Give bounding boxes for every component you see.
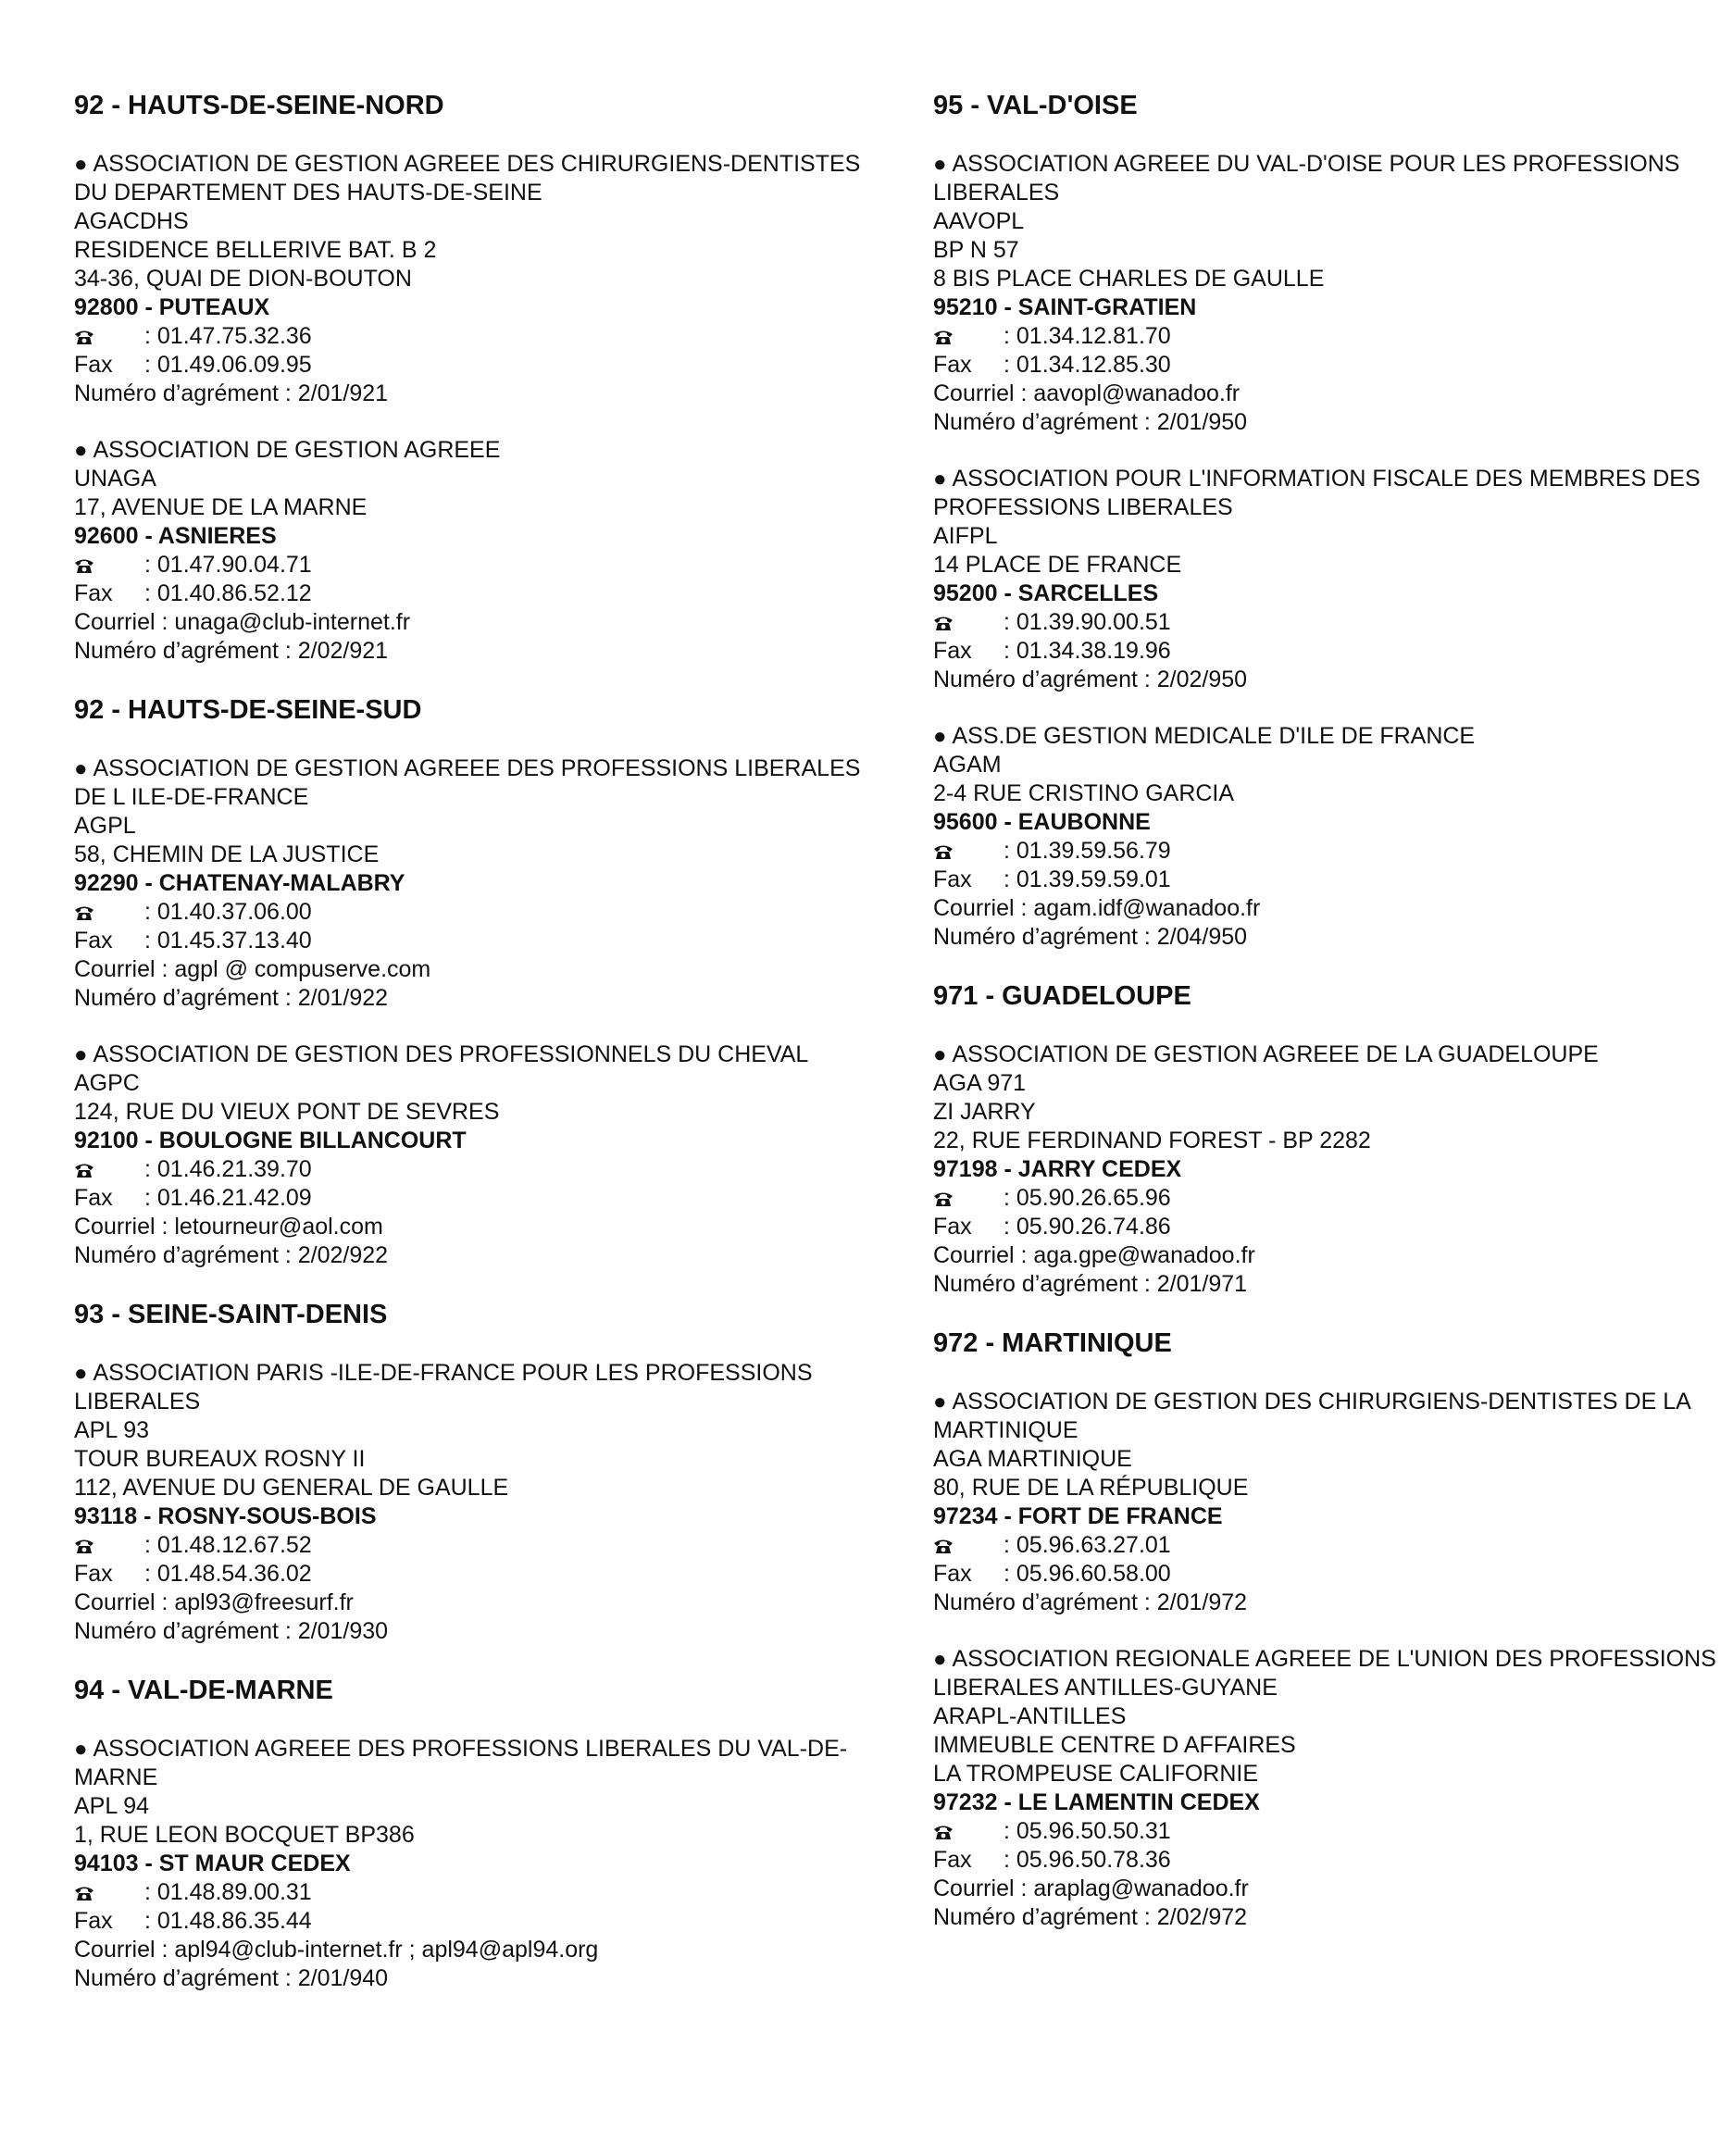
association-name: ASS.DE GESTION MEDICALE D'ILE DE FRANCE xyxy=(952,723,1476,749)
phone-row xyxy=(74,1155,870,1184)
phone-label xyxy=(74,551,144,580)
telephone-icon xyxy=(933,1824,954,1840)
postal-city: 97198 - JARRY CEDEX xyxy=(933,1156,1182,1182)
address-block xyxy=(74,1098,870,1127)
fax-row xyxy=(74,927,870,955)
postal-city: 92290 - CHATENAY-MALABRY xyxy=(74,870,405,896)
agrement-number: Numéro d’agrément : 2/01/971 xyxy=(933,1271,1248,1297)
fax-row xyxy=(933,1560,1729,1589)
association-name: ASSOCIATION DE GESTION DES PROFESSIONNELS DU CHEVAL xyxy=(93,1041,809,1067)
telephone-icon xyxy=(74,329,94,345)
association-name: ASSOCIATION AGREEE DU VAL-D'OISE POUR LES PROFESSIONS LIBERALES xyxy=(933,151,1680,206)
fax-row xyxy=(933,637,1729,666)
association-name: ASSOCIATION DE GESTION AGREEE xyxy=(93,437,501,463)
department-section xyxy=(74,1674,870,1993)
bullet-dot-icon: ● xyxy=(933,152,947,177)
association-acronym: AGA 971 xyxy=(933,1070,1027,1096)
phone-row xyxy=(74,1878,870,1907)
email-line: Courriel : agpl @ compuserve.com xyxy=(74,956,431,982)
phone-number: : 01.47.90.04.71 xyxy=(144,552,312,578)
phone-row xyxy=(74,898,870,927)
fax-label: Fax xyxy=(933,1561,972,1587)
phone-number: : 05.90.26.65.96 xyxy=(1004,1185,1171,1211)
association-acronym: AGPC xyxy=(74,1070,140,1096)
postal-city: 94103 - ST MAUR CEDEX xyxy=(74,1851,351,1876)
phone-label xyxy=(933,837,1004,866)
phone-label xyxy=(74,898,144,927)
agrement-number: Numéro d’agrément : 2/02/922 xyxy=(74,1242,389,1268)
bullet-dot-icon: ● xyxy=(74,152,88,177)
telephone-icon xyxy=(933,843,954,860)
association-name-line xyxy=(933,1041,1729,1069)
association-name: ASSOCIATION DE GESTION AGREEE DES PROFESSIONS LIBERALES DE L ILE-DE-FRANCE xyxy=(74,755,861,810)
postal-city: 92800 - PUTEAUX xyxy=(74,294,270,320)
fax-number: : 05.96.50.78.36 xyxy=(1004,1847,1171,1873)
association-name-line xyxy=(74,1359,870,1416)
address-line: 58, CHEMIN DE LA JUSTICE xyxy=(74,841,380,867)
agrement-number: Numéro d’agrément : 2/02/921 xyxy=(74,638,389,664)
postal-city: 97232 - LE LAMENTIN CEDEX xyxy=(933,1789,1260,1815)
association-name-line xyxy=(74,1735,870,1792)
fax-number: : 01.48.86.35.44 xyxy=(144,1908,312,1934)
association-acronym: AGACDHS xyxy=(74,208,189,234)
association-name: ASSOCIATION DE GESTION AGREEE DE LA GUADELOUPE xyxy=(952,1041,1599,1067)
association-name-line xyxy=(933,722,1729,751)
address-line: 124, RUE DU VIEUX PONT DE SEVRES xyxy=(74,1099,500,1125)
fax-label: Fax xyxy=(74,1908,113,1934)
fax-number: : 05.90.26.74.86 xyxy=(1004,1214,1171,1240)
agrement-number: Numéro d’agrément : 2/01/972 xyxy=(933,1589,1248,1615)
fax-label: Fax xyxy=(74,928,113,953)
phone-number: : 01.48.12.67.52 xyxy=(144,1532,312,1558)
department-heading: 971 - GUADELOUPE xyxy=(933,981,1191,1011)
association-name-line xyxy=(933,1645,1729,1702)
fax-label: Fax xyxy=(74,1561,113,1587)
address-line: 8 BIS PLACE CHARLES DE GAULLE xyxy=(933,266,1325,292)
phone-number: : 05.96.63.27.01 xyxy=(1004,1532,1171,1558)
address-line: 2-4 RUE CRISTINO GARCIA xyxy=(933,780,1235,806)
association-name-line xyxy=(933,1388,1729,1445)
fax-number: : 01.34.12.85.30 xyxy=(1004,352,1171,378)
department-heading: 93 - SEINE-SAINT-DENIS xyxy=(74,1300,388,1329)
phone-number: : 01.40.37.06.00 xyxy=(144,899,312,925)
phone-label xyxy=(933,322,1004,351)
phone-label xyxy=(933,608,1004,637)
fax-row xyxy=(74,1907,870,1936)
address-block xyxy=(74,1445,870,1502)
address-block xyxy=(933,1474,1729,1502)
association-name: ASSOCIATION AGREEE DES PROFESSIONS LIBERALES DU VAL-DE-MARNE xyxy=(74,1736,848,1790)
address-block xyxy=(74,841,870,869)
address-block xyxy=(74,493,870,522)
address-block xyxy=(933,1098,1729,1155)
address-line: LA TROMPEUSE CALIFORNIE xyxy=(933,1761,1259,1787)
email-line: Courriel : araplag@wanadoo.fr xyxy=(933,1876,1249,1901)
phone-row xyxy=(74,322,870,351)
bullet-dot-icon: ● xyxy=(74,438,88,463)
address-block xyxy=(74,236,870,293)
email-line: Courriel : aga.gpe@wanadoo.fr xyxy=(933,1242,1255,1268)
association-entry xyxy=(74,1735,870,1993)
agrement-number: Numéro d’agrément : 2/02/972 xyxy=(933,1904,1248,1930)
association-entry xyxy=(933,1645,1729,1932)
agrement-number: Numéro d’agrément : 2/01/930 xyxy=(74,1618,389,1644)
department-heading: 92 - HAUTS-DE-SEINE-NORD xyxy=(74,91,444,120)
association-name-line xyxy=(74,754,870,812)
department-section xyxy=(933,89,1729,952)
postal-city: 92600 - ASNIERES xyxy=(74,523,277,549)
fax-row xyxy=(933,866,1729,894)
phone-row xyxy=(933,608,1729,637)
phone-label xyxy=(933,1817,1004,1846)
agrement-number: Numéro d’agrément : 2/01/922 xyxy=(74,985,389,1011)
department-section xyxy=(74,89,870,666)
department-heading: 95 - VAL-D'OISE xyxy=(933,91,1138,120)
fax-row xyxy=(933,1846,1729,1875)
right-column xyxy=(933,89,1729,1960)
association-acronym: AGA MARTINIQUE xyxy=(933,1446,1132,1472)
phone-number: : 01.47.75.32.36 xyxy=(144,323,312,349)
association-name-line xyxy=(74,150,870,207)
fax-number: : 01.34.38.19.96 xyxy=(1004,638,1171,664)
phone-row xyxy=(933,1817,1729,1846)
email-line: Courriel : apl94@club-internet.fr ; apl94@apl94.org xyxy=(74,1937,599,1963)
postal-city: 95600 - EAUBONNE xyxy=(933,809,1151,835)
fax-number: : 01.40.86.52.12 xyxy=(144,580,312,606)
phone-row xyxy=(74,1531,870,1560)
fax-row xyxy=(74,1560,870,1589)
agrement-number: Numéro d’agrément : 2/02/950 xyxy=(933,667,1248,692)
postal-city: 93118 - ROSNY-SOUS-BOIS xyxy=(74,1503,377,1529)
telephone-icon xyxy=(74,557,94,574)
fax-row xyxy=(74,580,870,608)
phone-number: : 01.46.21.39.70 xyxy=(144,1156,312,1182)
address-line: 17, AVENUE DE LA MARNE xyxy=(74,494,368,520)
telephone-icon xyxy=(933,329,954,345)
address-line: 80, RUE DE LA RÉPUBLIQUE xyxy=(933,1475,1249,1501)
address-line: IMMEUBLE CENTRE D AFFAIRES xyxy=(933,1732,1296,1758)
address-line: 112, AVENUE DU GENERAL DE GAULLE xyxy=(74,1475,509,1501)
telephone-icon xyxy=(74,904,94,921)
address-block xyxy=(933,1731,1729,1788)
address-block xyxy=(74,1821,870,1850)
left-column xyxy=(74,89,870,2021)
association-name-line xyxy=(74,1041,870,1069)
association-entry xyxy=(933,722,1729,952)
association-entry xyxy=(74,436,870,666)
association-entry xyxy=(933,1041,1729,1299)
bullet-dot-icon: ● xyxy=(933,467,947,492)
address-line: 22, RUE FERDINAND FOREST - BP 2282 xyxy=(933,1128,1371,1153)
department-section xyxy=(933,979,1729,1299)
address-line: BP N 57 xyxy=(933,237,1019,263)
phone-label xyxy=(933,1184,1004,1213)
email-line: Courriel : agam.idf@wanadoo.fr xyxy=(933,895,1261,921)
postal-city: 92100 - BOULOGNE BILLANCOURT xyxy=(74,1128,467,1153)
department-heading: 92 - HAUTS-DE-SEINE-SUD xyxy=(74,695,422,725)
email-line: Courriel : apl93@freesurf.fr xyxy=(74,1589,354,1615)
association-acronym: AGAM xyxy=(933,752,1002,778)
association-entry xyxy=(74,754,870,1013)
bullet-dot-icon: ● xyxy=(933,1647,947,1672)
address-line: TOUR BUREAUX ROSNY II xyxy=(74,1446,366,1472)
association-entry xyxy=(74,1359,870,1646)
association-entry xyxy=(933,465,1729,694)
address-line: ZI JARRY xyxy=(933,1099,1036,1125)
phone-label xyxy=(74,1531,144,1560)
agrement-number: Numéro d’agrément : 2/04/950 xyxy=(933,924,1248,950)
fax-row xyxy=(74,1184,870,1213)
association-acronym: UNAGA xyxy=(74,466,156,492)
association-name: ASSOCIATION PARIS -ILE-DE-FRANCE POUR LES PROFESSIONS LIBERALES xyxy=(74,1360,813,1414)
telephone-icon xyxy=(933,1190,954,1207)
fax-label: Fax xyxy=(74,580,113,606)
association-name: ASSOCIATION DE GESTION AGREEE DES CHIRURGIENS-DENTISTES DU DEPARTEMENT DES HAUTS-DE-SEINE xyxy=(74,151,861,206)
phone-number: : 01.39.90.00.51 xyxy=(1004,609,1171,635)
department-section xyxy=(933,1327,1729,1932)
phone-row xyxy=(933,837,1729,866)
association-name: ASSOCIATION DE GESTION DES CHIRURGIENS-DENTISTES DE LA MARTINIQUE xyxy=(933,1389,1690,1443)
telephone-icon xyxy=(74,1162,94,1178)
email-line: Courriel : letourneur@aol.com xyxy=(74,1214,383,1240)
fax-label: Fax xyxy=(933,352,972,378)
association-acronym: APL 94 xyxy=(74,1793,150,1819)
fax-label: Fax xyxy=(74,352,113,378)
association-name-line xyxy=(74,436,870,465)
telephone-icon xyxy=(933,615,954,631)
fax-row xyxy=(933,351,1729,380)
bullet-dot-icon: ● xyxy=(74,1361,88,1386)
association-name-line xyxy=(933,465,1729,522)
telephone-icon xyxy=(74,1885,94,1901)
department-heading: 972 - MARTINIQUE xyxy=(933,1328,1172,1358)
phone-row xyxy=(933,1531,1729,1560)
bullet-dot-icon: ● xyxy=(74,756,88,781)
telephone-icon xyxy=(74,1538,94,1554)
phone-row xyxy=(933,1184,1729,1213)
phone-label xyxy=(933,1531,1004,1560)
fax-label: Fax xyxy=(933,638,972,664)
agrement-number: Numéro d’agrément : 2/01/950 xyxy=(933,409,1248,435)
fax-label: Fax xyxy=(933,866,972,892)
postal-city: 97234 - FORT DE FRANCE xyxy=(933,1503,1223,1529)
association-name: ASSOCIATION POUR L'INFORMATION FISCALE DES MEMBRES DES PROFESSIONS LIBERALES xyxy=(933,466,1701,520)
bullet-dot-icon: ● xyxy=(74,1737,88,1762)
association-acronym: AGPL xyxy=(74,813,136,839)
agrement-number: Numéro d’agrément : 2/01/940 xyxy=(74,1965,389,1991)
association-entry xyxy=(74,150,870,408)
fax-label: Fax xyxy=(74,1185,113,1211)
phone-number: : 01.34.12.81.70 xyxy=(1004,323,1171,349)
address-block xyxy=(933,236,1729,293)
department-section xyxy=(74,693,870,1270)
association-acronym: AAVOPL xyxy=(933,208,1025,234)
address-block xyxy=(933,779,1729,808)
bullet-dot-icon: ● xyxy=(933,1390,947,1414)
association-name: ASSOCIATION REGIONALE AGREEE DE L'UNION DES PROFESSIONS LIBERALES ANTILLES-GUYANE xyxy=(933,1646,1716,1701)
address-line: 14 PLACE DE FRANCE xyxy=(933,552,1182,578)
department-heading: 94 - VAL-DE-MARNE xyxy=(74,1676,333,1705)
department-section xyxy=(74,1298,870,1646)
bullet-dot-icon: ● xyxy=(933,724,947,749)
fax-number: : 01.45.37.13.40 xyxy=(144,928,312,953)
postal-city: 95200 - SARCELLES xyxy=(933,580,1159,606)
association-acronym: ARAPL-ANTILLES xyxy=(933,1703,1127,1729)
address-block xyxy=(933,551,1729,580)
telephone-icon xyxy=(933,1538,954,1554)
fax-number: : 01.48.54.36.02 xyxy=(144,1561,312,1587)
agrement-number: Numéro d’agrément : 2/01/921 xyxy=(74,380,389,406)
association-entry xyxy=(74,1041,870,1270)
phone-row xyxy=(933,322,1729,351)
postal-city: 95210 - SAINT-GRATIEN xyxy=(933,294,1197,320)
fax-row xyxy=(74,351,870,380)
fax-label: Fax xyxy=(933,1847,972,1873)
phone-label xyxy=(74,1878,144,1907)
association-entry xyxy=(933,1388,1729,1617)
bullet-dot-icon: ● xyxy=(933,1042,947,1067)
association-name-line xyxy=(933,150,1729,207)
fax-row xyxy=(933,1213,1729,1241)
fax-number: : 01.49.06.09.95 xyxy=(144,352,312,378)
association-acronym: AIFPL xyxy=(933,523,998,549)
address-line: 1, RUE LEON BOCQUET BP386 xyxy=(74,1822,415,1848)
phone-label xyxy=(74,1155,144,1184)
email-line: Courriel : unaga@club-internet.fr xyxy=(74,609,411,635)
address-line: 34-36, QUAI DE DION-BOUTON xyxy=(74,266,412,292)
address-line: RESIDENCE BELLERIVE BAT. B 2 xyxy=(74,237,437,263)
email-line: Courriel : aavopl@wanadoo.fr xyxy=(933,380,1241,406)
association-entry xyxy=(933,150,1729,437)
phone-number: : 05.96.50.50.31 xyxy=(1004,1818,1171,1844)
association-acronym: APL 93 xyxy=(74,1417,150,1443)
phone-row xyxy=(74,551,870,580)
fax-label: Fax xyxy=(933,1214,972,1240)
phone-number: : 01.39.59.56.79 xyxy=(1004,838,1171,864)
bullet-dot-icon: ● xyxy=(74,1042,88,1067)
phone-number: : 01.48.89.00.31 xyxy=(144,1879,312,1905)
fax-number: : 01.46.21.42.09 xyxy=(144,1185,312,1211)
fax-number: : 01.39.59.59.01 xyxy=(1004,866,1171,892)
fax-number: : 05.96.60.58.00 xyxy=(1004,1561,1171,1587)
phone-label xyxy=(74,322,144,351)
